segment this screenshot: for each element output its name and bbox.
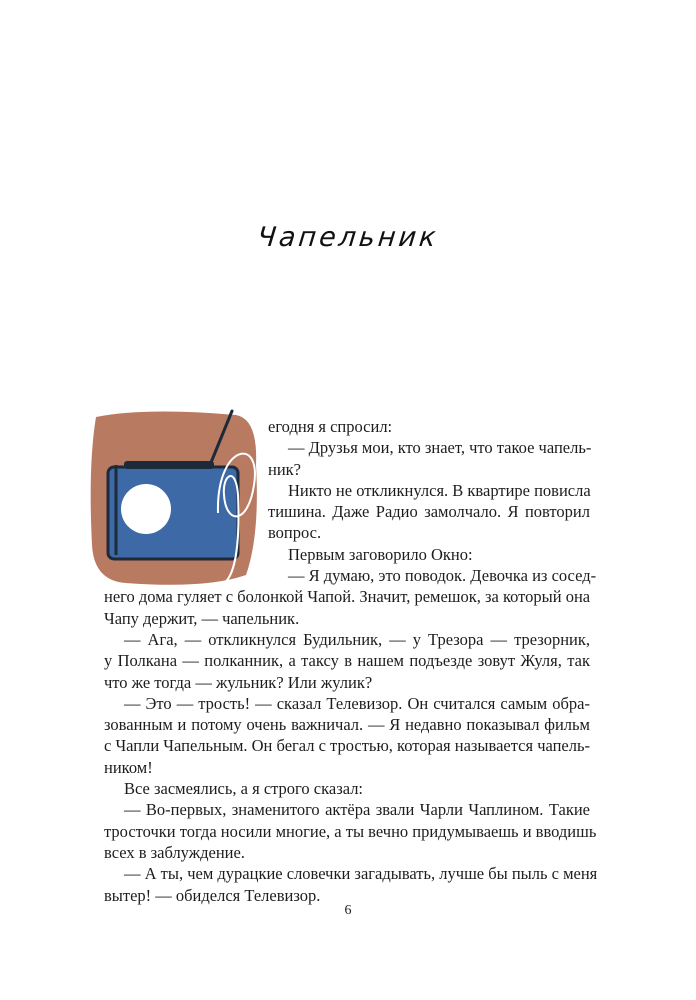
text-line: Никто не откликнулся. В квартире повисла: [288, 480, 591, 500]
chapter-text: [104, 416, 598, 906]
text-line: зованным и потому очень важничал. — Я недавно показывал фильм: [104, 715, 590, 735]
text-line: вытер! — обиделся Телевизор.: [104, 885, 321, 905]
text-line: Чапу держит, — чапельник.: [104, 608, 300, 628]
text-line: — Во-первых, знаменитого актёра звали Чарли Чаплином. Такие: [124, 800, 590, 820]
text-line: Все засмеялись, а я строго сказал:: [124, 779, 364, 799]
text-line: — Ага, — откликнулся Будильник, — у Трезора — трезорник,: [124, 629, 590, 649]
text-line: него дома гуляет с болонкой Чапой. Значит, ремешок, за который она: [104, 587, 591, 607]
text-line: Первым заговорило Окно:: [288, 544, 473, 564]
text-line: с Чапли Чапельным. Он бегал с тростью, которая называется чапель-: [104, 736, 591, 756]
text-line: тросточки тогда носили многие, а ты вечно придумываешь и вводишь: [104, 821, 597, 841]
text-line: — А ты, чем дурацкие словечки загадывать, лучше бы пыль с меня: [124, 864, 598, 884]
text-line: ником!: [104, 757, 153, 777]
text-line: егодня я спросил:: [268, 417, 393, 436]
text-line: всех в заблуждение.: [104, 842, 245, 862]
text-line: ник?: [268, 459, 301, 479]
text-line: — Я думаю, это поводок. Девочка из сосед-: [288, 566, 597, 586]
text-line: у Полкана — полканник, а таксу в нашем подъезде зовут Жуля, так: [104, 651, 590, 671]
page-number: 6: [344, 903, 352, 918]
text-line: что же тогда — жульник? Или жулик?: [104, 672, 373, 692]
text-line: вопрос.: [268, 523, 322, 543]
chapter-title: Чапельник: [255, 222, 441, 253]
text-line: — Друзья мои, кто знает, что такое чапель-: [288, 438, 592, 458]
text-line: — Это — трость! — сказал Телевизор. Он считался самым обра-: [124, 693, 590, 713]
text-line: тишина. Даже Радио замолчало. Я повторил: [268, 502, 590, 522]
